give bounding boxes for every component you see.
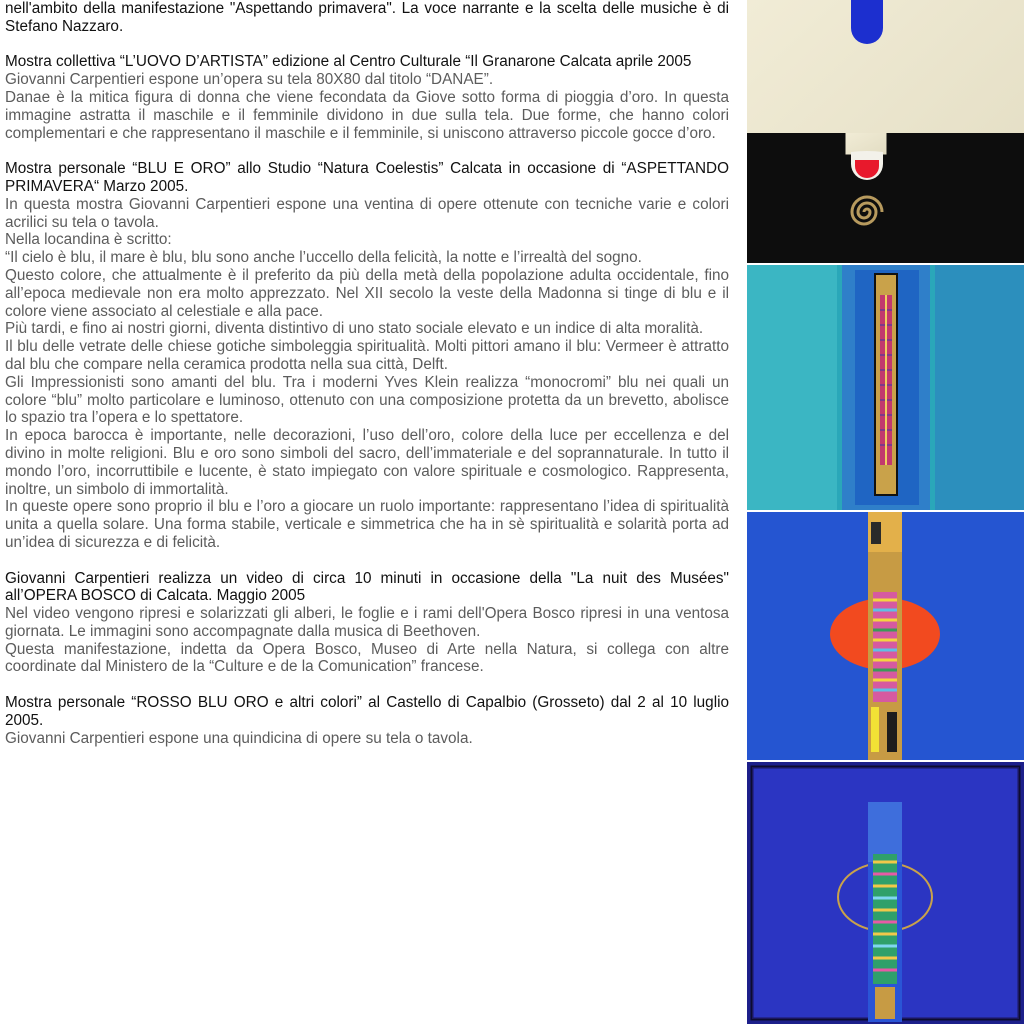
paragraph: In queste opere sono proprio il blu e l’oro a giocare un ruolo importante: rappresentano l’idea di spiritualità unita a quella solare. Una forma stabile, verticale e simmetrica che ha in sè spiritualità e solarità porta ad un’idea di sicurezza e di felicità. (5, 498, 729, 551)
red-blue-gold-painting (747, 512, 1024, 760)
paragraph: Nella locandina è scritto: (5, 231, 172, 249)
intro-text: nell'ambito della manifestazione "Aspettando primavera". La voce narrante e la scelta delle musiche è di Stefano Nazzaro. (5, 0, 729, 35)
section-heading: Mostra personale “BLU E ORO” allo Studio “Natura Coelestis” Calcata in occasione di “ASPETTANDO PRIMAVERA“ Marzo 2005. (5, 160, 729, 195)
section-heading: Mostra personale “ROSSO BLU ORO e altri colori” al Castello di Capalbio (Grosseto) dal 2 al 10 luglio 2005. (5, 694, 729, 729)
paragraph: Più tardi, e fino ai nostri giorni, diventa distintivo di uno stato sociale elevato e un indice di alta moralità. (5, 320, 704, 338)
paragraph: Il blu delle vetrate delle chiese gotiche simboleggia spiritualità. Molti pittori amano il blu: Vermeer è attratto dal blu che compare nella ceramica prodotta nella sua città, Delft. (5, 338, 729, 373)
danae-painting (747, 0, 1024, 263)
paragraph: Questa manifestazione, indetta da Opera Bosco, Museo di Arte nella Natura, si collega con altre coordinate dal Ministero de la “Culture e de la Comunication” francese. (5, 640, 729, 676)
paragraph: Nel video vengono ripresi e solarizzati gli alberi, le foglie e i rami dell'Opera Bosco ripresi in una ventosa giornata. Le immagini sono accompagnate dalla musica di Beethoven. (5, 605, 729, 640)
section-heading: Mostra collettiva “L’UOVO D’ARTISTA” edizione al Centro Culturale “Il Granarone Calcata aprile 2005 (5, 53, 692, 71)
blue-gold-stripe-painting (747, 265, 1024, 510)
paragraph: In epoca barocca è importante, nelle decorazioni, l’uso dell’oro, colore della luce per eccellenza e del divino in molte religioni. Blu e oro sono simboli del sacro, dell’immateriale e del soprannaturale. In tutto il mondo l’oro, incorruttibile e lucente, è stato impiegato con valore spirituale e cosmologico. Rappresenta, inoltre, un simbolo di immortalità. (5, 427, 729, 498)
paragraph: “Il cielo è blu, il mare è blu, blu sono anche l’uccello della felicità, la notte e l’irrealtà del sogno. (5, 249, 642, 267)
paragraph: Giovanni Carpentieri espone un’opera su tela 80X80 dal titolo “DANAE”. (5, 71, 494, 89)
article-text (5, 0, 729, 1024)
section-heading: Giovanni Carpentieri realizza un video di circa 10 minuti in occasione della "La nuit des Musées" all’OPERA BOSCO di Calcata. Maggio 2005 (5, 569, 729, 605)
blue-ellipse-painting (747, 762, 1024, 1024)
artwork-column (747, 0, 1024, 1024)
paragraph: Gli Impressionisti sono amanti del blu. Tra i moderni Yves Klein realizza “monocromi” blu nei quali un colore “blu” molto particolare e luminoso, ottenuto con una composizione protetta da un brevetto, abolisce lo spazio tra l’opera e lo spettatore. (5, 373, 729, 427)
paragraph: Questo colore, che attualmente è il preferito da più della metà della popolazione adulta occidentale, fino all’epoca medievale non era molto apprezzato. Nel XII secolo la veste della Madonna si tinge di blu e il colore viene associato al celestiale e alla pace. (5, 266, 729, 320)
paragraph: In questa mostra Giovanni Carpentieri espone una ventina di opere ottenute con tecniche varie e colori acrilici su tela o tavola. (5, 195, 729, 231)
paragraph: Danae è la mitica figura di donna che viene fecondata da Giove sotto forma di pioggia d’oro. In questa immagine astratta il maschile e il femminile dividono in due sulla tela. Due forme, che hanno colori complementari e che rappresentano il maschile e il femminile, si uniscono attraverso piccole gocce d’oro. (5, 88, 729, 142)
paragraph: Giovanni Carpentieri espone una quindicina di opere su tela o tavola. (5, 729, 473, 747)
